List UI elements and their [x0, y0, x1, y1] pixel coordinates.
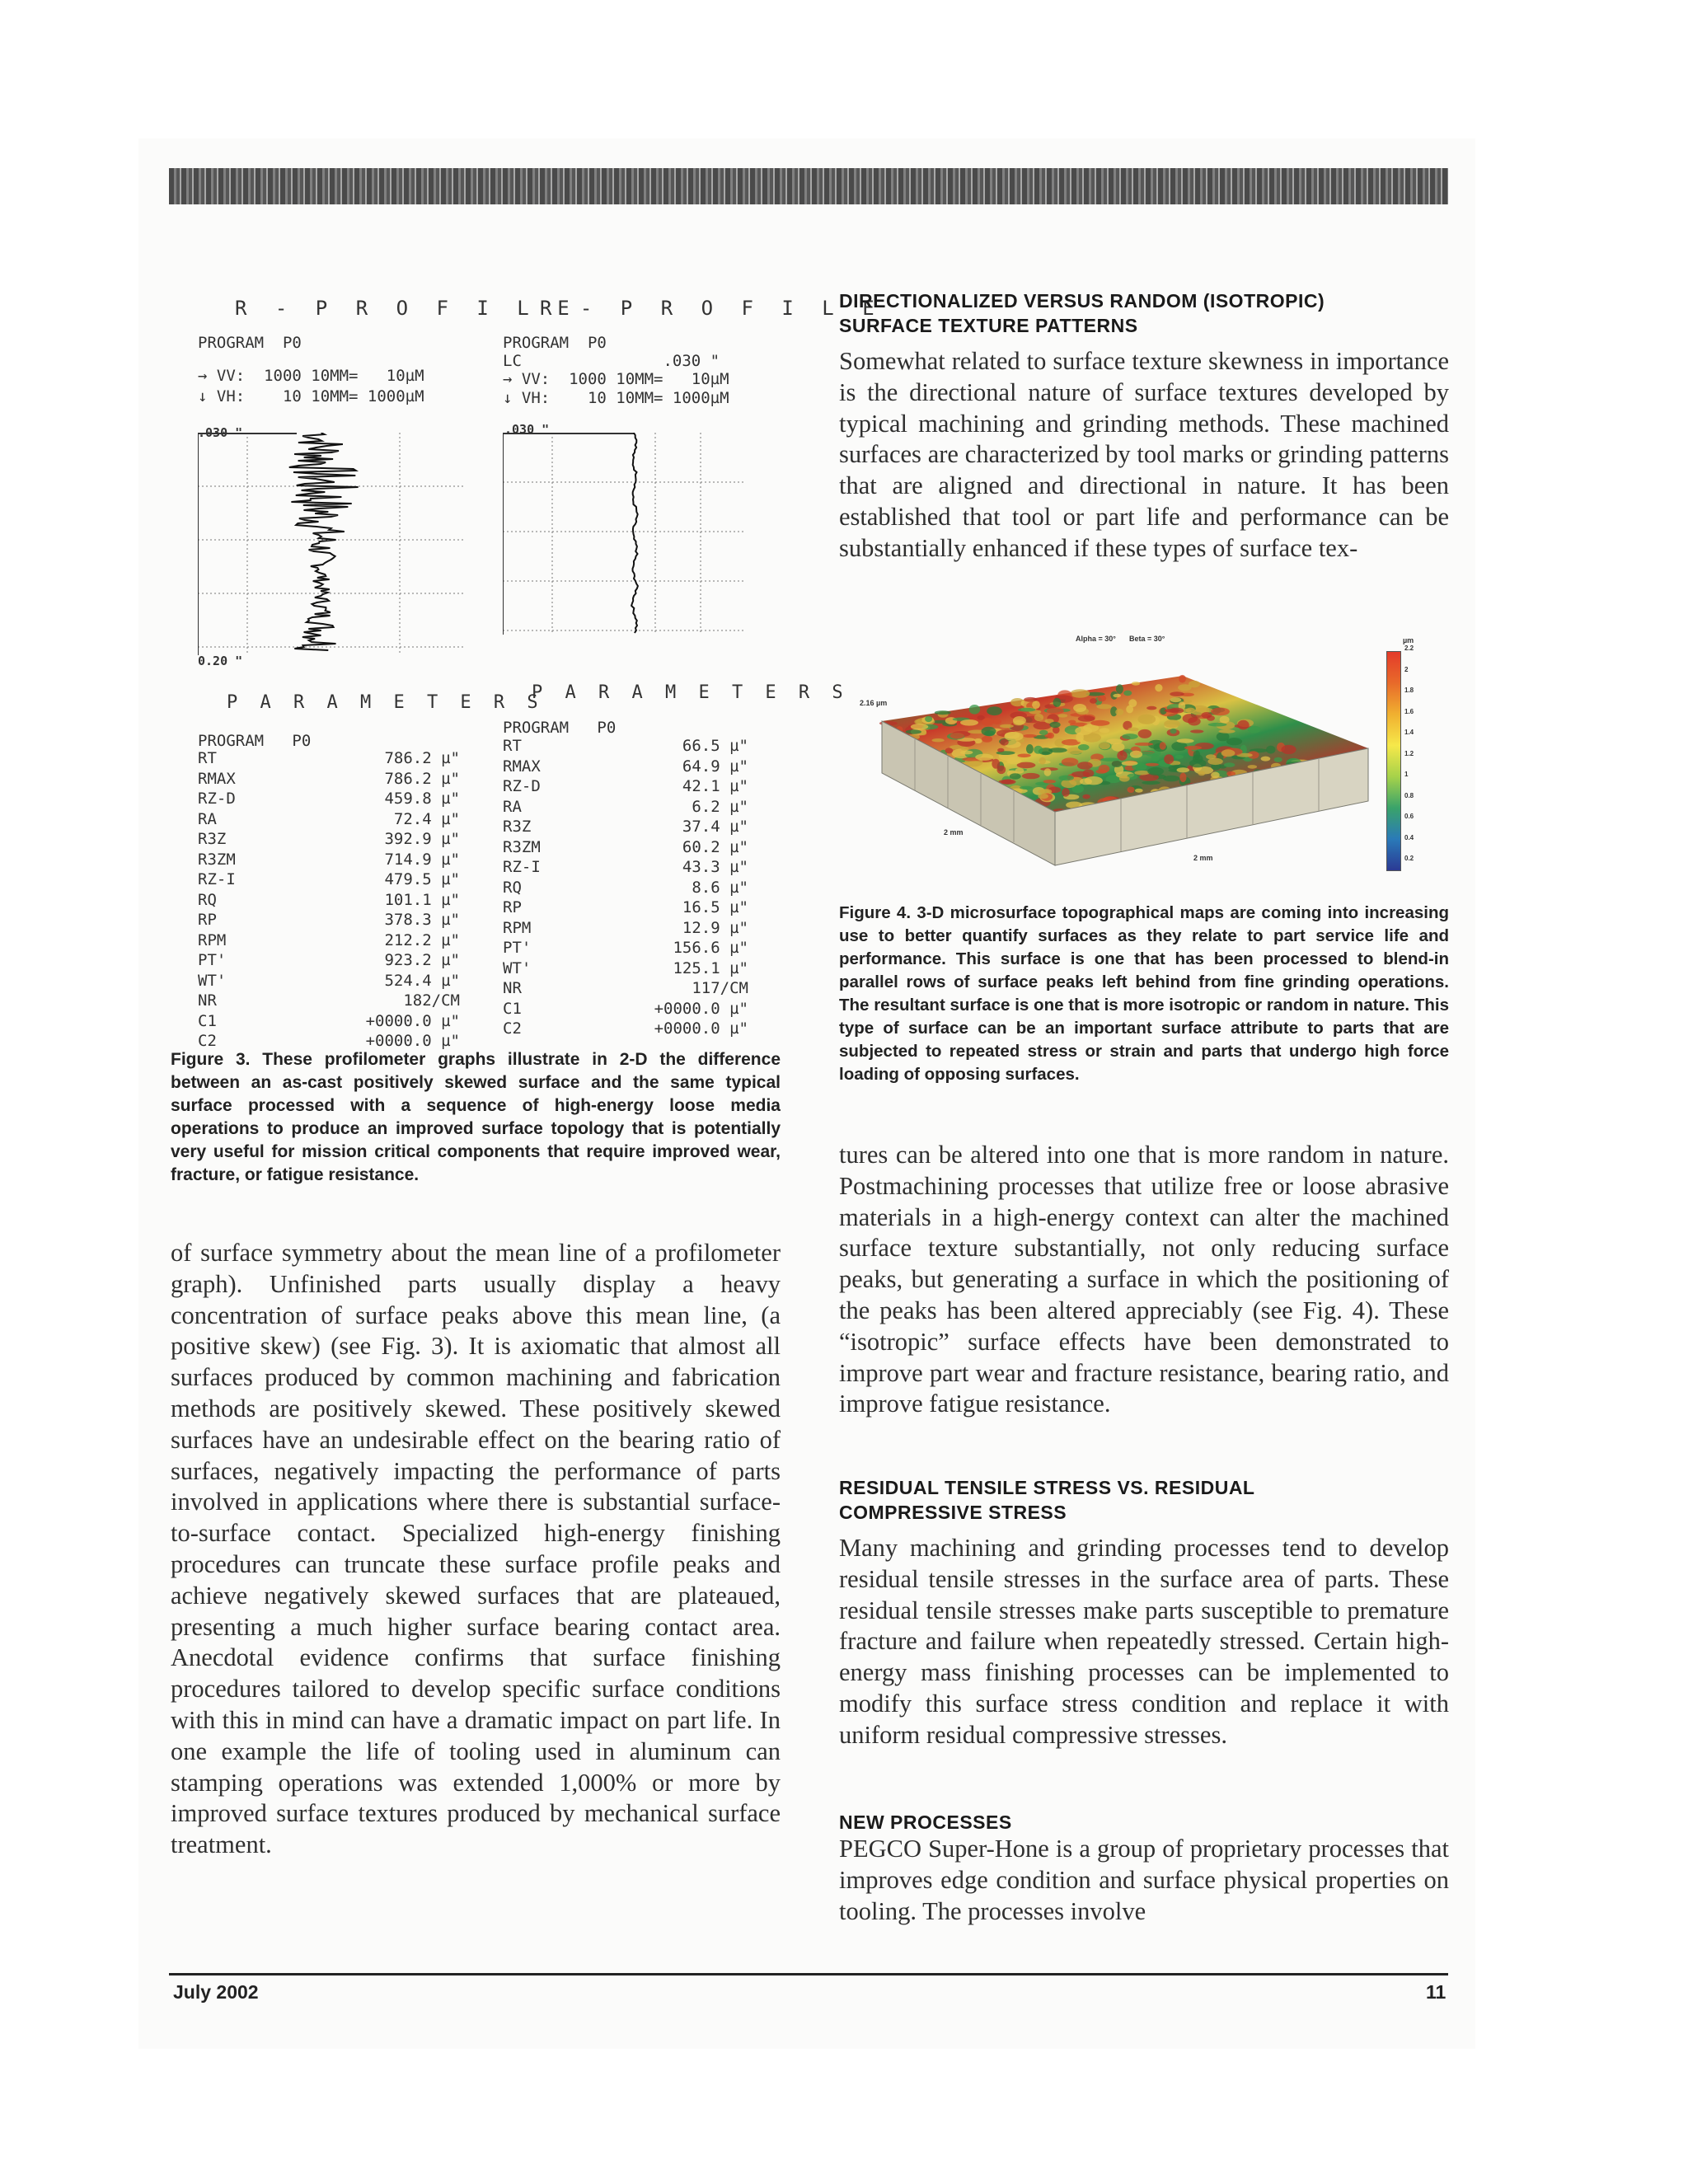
right-param-row — [503, 797, 748, 818]
surface-texture-mark — [1248, 726, 1261, 733]
surface-texture-mark — [1164, 719, 1180, 728]
surface-texture-mark — [1190, 729, 1203, 733]
left-param-row — [198, 1011, 460, 1032]
left-profile-vv: → VV: 1000 10MM= 10µM — [198, 367, 424, 385]
surface-texture-mark — [1224, 762, 1235, 767]
heading-directionalized-line2: SURFACE TEXTURE PATTERNS — [839, 315, 1138, 336]
surface-texture-mark — [1177, 738, 1194, 743]
right-param-value: 66.5 µ" — [682, 737, 748, 755]
surface-texture-mark — [1034, 714, 1043, 721]
figure4-colorbar-unit: µm — [1403, 636, 1414, 644]
surface-texture-mark — [932, 738, 945, 742]
surface-texture-mark — [1189, 759, 1207, 767]
left-param-value: 378.3 µ" — [384, 911, 460, 929]
colorbar-tick-label: 0.6 — [1404, 813, 1414, 820]
right-param-row — [503, 857, 748, 878]
surface-texture-mark — [1160, 742, 1166, 749]
heading-residual-stress-line1: RESIDUAL TENSILE STRESS VS. RESIDUAL — [839, 1477, 1255, 1498]
right-param-name: NR — [503, 979, 522, 997]
left-profile-graph — [198, 433, 470, 657]
right-param-row — [503, 878, 748, 898]
surface-texture-mark — [1018, 708, 1036, 712]
figure4-axis1-label: 2 mm — [944, 828, 964, 837]
surface-texture-mark — [1090, 720, 1109, 726]
surface-texture-mark — [1015, 768, 1025, 774]
surface-texture-mark — [1099, 743, 1110, 750]
figure4-colorbar — [1386, 651, 1401, 871]
left-param-name: RPM — [198, 930, 227, 949]
heading-directionalized — [839, 285, 1449, 341]
surface-texture-mark — [1100, 728, 1110, 733]
surface-texture-mark — [1281, 745, 1296, 754]
surface-texture-mark — [1170, 697, 1182, 702]
figure4-beta-label: Beta = 30° — [1129, 635, 1165, 643]
right-param-value: 156.6 µ" — [673, 939, 748, 957]
surface-texture-mark — [1193, 750, 1201, 759]
surface-texture-mark — [1075, 726, 1092, 735]
surface-texture-mark — [1122, 761, 1138, 766]
right-profile-vv: → VV: 1000 10MM= 10µM — [503, 370, 729, 388]
right-profile-graph — [503, 433, 750, 639]
footer-page-number: 11 — [1426, 1981, 1447, 2003]
right-param-row — [503, 918, 748, 939]
right-param-value: 42.1 µ" — [682, 777, 748, 795]
figure4-caption: Figure 4. 3-D microsurface topographical maps are coming into increasing use to better quantify surfaces as they relate to part service life and performance. This surface is one that has been processed to blend-in parallel rows of surface peaks left behind from fine grinding operations. The resultant surface is one that is more isotropic or random in nature. This type of surface can be an important surface attribute to parts that are subjected to repeated stress or strain and parts that undergo high force loading of opposing surfaces. — [839, 903, 1449, 1084]
left-param-name: R3Z — [198, 830, 227, 848]
surface-texture-mark — [1078, 744, 1090, 750]
surface-texture-mark — [960, 751, 973, 755]
heading-residual-stress — [839, 1472, 1449, 1528]
right-param-name: R3ZM — [503, 837, 541, 856]
left-param-name: C1 — [198, 1011, 217, 1030]
left-graph-top-label: .030 " — [198, 425, 243, 440]
surface-texture-mark — [945, 748, 954, 753]
right-paragraph-2: tures can be altered into one that is more random in nature. Postmachining processes that utilize free or loose abrasive materials in a high-energy context can alter the machined surface texture substantially, not only reducing surface peaks, but generating a surface in which the positioning of the peaks has been altered appreciably (see Fig. 4). These “isotropic” surface effects have been demonstrated to improve part wear and fracture resistance, bearing ratio, and improve fatigue resistance. — [839, 1141, 1449, 1418]
surface-texture-mark — [1142, 781, 1160, 785]
surface-texture-mark — [1099, 765, 1110, 773]
heading-new-processes: NEW PROCESSES — [839, 1811, 1012, 1833]
right-profile-title: R - P R O F I L E — [540, 297, 883, 320]
right-params-table — [503, 736, 748, 1039]
right-param-row — [503, 958, 748, 979]
surface-texture-mark — [1147, 767, 1164, 776]
surface-texture-mark — [925, 716, 932, 722]
surface-texture-mark — [1155, 684, 1162, 691]
surface-texture-mark — [1208, 723, 1227, 727]
right-param-value: 37.4 µ" — [682, 818, 748, 836]
surface-texture-mark — [1039, 757, 1046, 765]
surface-texture-mark — [1007, 757, 1022, 765]
left-param-value: 714.9 µ" — [384, 850, 460, 869]
surface-texture-mark — [982, 736, 992, 743]
heading-residual-stress-line2: COMPRESSIVE STRESS — [839, 1502, 1067, 1523]
right-param-name: C1 — [503, 999, 522, 1018]
surface-texture-mark — [1100, 758, 1119, 762]
right-params-program: PROGRAM P0 — [503, 719, 617, 737]
colorbar-tick-label: 1 — [1404, 771, 1409, 778]
left-param-value: 212.2 µ" — [384, 930, 460, 949]
left-profile-vh: ↓ VH: 10 10MM= 1000µM — [198, 387, 424, 405]
right-param-name: RMAX — [503, 757, 541, 776]
right-para1-block — [839, 346, 1449, 565]
surface-texture-mark — [1085, 776, 1103, 785]
left-param-name: RA — [198, 809, 217, 828]
surface-texture-mark — [960, 719, 978, 726]
surface-texture-mark — [1146, 706, 1156, 710]
left-params-table — [198, 748, 460, 1052]
colorbar-tick-label: 0.8 — [1404, 791, 1414, 799]
surface-texture-mark — [1170, 691, 1184, 696]
surface-texture-mark — [1032, 701, 1040, 709]
right-param-value: 60.2 µ" — [682, 837, 748, 856]
surface-texture-mark — [1038, 794, 1048, 799]
right-param-name: RQ — [503, 878, 522, 897]
left-paragraph: of surface symmetry about the mean line of a profilometer graph). Unfinished parts usually display a heavy concentration of surface peaks above this mean line, (a positive skew) (see Fig. 3). It is axiomatic that almost all surfaces produced by common machining and fabrication methods are positively skewed. These positively skewed surfaces have an undesirable effect on the bearing ratio of surfaces, negatively impacting the performance of parts involved in applications where there is substantial surface-to-surface contact. Specialized high-energy finishing procedures can truncate these surface profile peaks and achieve negatively skewed surfaces that are plateaued, presenting a much higher surface bearing contact area. Anecdotal evidence confirms that surface finishing procedures tailored to develop specific surface conditions with this in mind can have a dramatic impact on part life. In one example the life of tooling used in aluminum can stamping operations was extended 1,000% or more by improved surface textures produced by mechanical surface treatment. — [171, 1239, 781, 1859]
surface-texture-mark — [1217, 732, 1230, 741]
footer-rule — [169, 1973, 1448, 1975]
right-graph-top-label: .030 " — [504, 422, 550, 437]
figure4-axis2-label: 2 mm — [1193, 854, 1213, 862]
right-profile-lc: LC .030 " — [503, 352, 720, 370]
surface-texture-mark — [1220, 716, 1230, 724]
colorbar-tick-label: 1.4 — [1404, 729, 1414, 736]
surface-texture-mark — [1115, 709, 1123, 715]
right-param-name: PT' — [503, 939, 532, 957]
surface-texture-mark — [935, 710, 951, 715]
surface-texture-mark — [1024, 697, 1037, 702]
surface-texture-mark — [1112, 761, 1123, 767]
surface-texture-mark — [1022, 773, 1040, 779]
left-param-value: 524.4 µ" — [384, 971, 460, 990]
right-params-title: P A R A M E T E R S — [532, 682, 849, 703]
surface-texture-mark — [1020, 786, 1033, 790]
surface-texture-mark — [975, 754, 993, 761]
right-param-name: RT — [503, 737, 522, 755]
left-param-row — [198, 910, 460, 930]
left-param-name: R3ZM — [198, 850, 236, 869]
surface-texture-mark — [1184, 746, 1202, 750]
right-profile-program: PROGRAM P0 — [503, 334, 607, 352]
surface-texture-mark — [1096, 704, 1112, 709]
left-param-row — [198, 809, 460, 830]
surface-texture-mark — [911, 724, 928, 730]
surface-texture-mark — [1128, 787, 1135, 793]
left-param-row — [198, 950, 460, 971]
surface-texture-mark — [1211, 772, 1220, 779]
surface-texture-mark — [1010, 773, 1021, 779]
left-param-value: 72.4 µ" — [393, 809, 460, 828]
surface-texture-mark — [1018, 754, 1031, 758]
surface-texture-mark — [1177, 767, 1190, 772]
right-param-value: 6.2 µ" — [692, 797, 748, 816]
surface-texture-mark — [1137, 715, 1156, 724]
surface-texture-mark — [1237, 720, 1249, 730]
right-param-row — [503, 898, 748, 918]
surface-texture-mark — [1038, 790, 1050, 794]
surface-texture-mark — [1083, 769, 1095, 777]
colorbar-tick-label: 1.2 — [1404, 749, 1414, 757]
left-param-value: 786.2 µ" — [384, 749, 460, 767]
left-param-row — [198, 748, 460, 769]
surface-texture-mark — [1122, 733, 1137, 739]
left-param-value: 182/CM — [403, 991, 460, 1010]
surface-texture-mark — [1164, 754, 1174, 764]
surface-texture-mark — [1044, 768, 1052, 776]
right-param-value: 64.9 µ" — [682, 757, 748, 776]
left-params-title: P A R A M E T E R S — [227, 692, 544, 713]
surface-texture-mark — [906, 729, 921, 733]
surface-texture-mark — [992, 719, 1001, 724]
surface-texture-mark — [1039, 730, 1048, 735]
surface-texture-mark — [1128, 699, 1137, 707]
surface-texture-mark — [1043, 780, 1056, 784]
surface-texture-mark — [1206, 754, 1216, 759]
figure4-height-label: 2.16 µm — [860, 699, 888, 707]
left-param-value: 392.9 µ" — [384, 830, 460, 848]
surface-texture-mark — [1116, 684, 1123, 694]
right-param-value: 125.1 µ" — [673, 958, 748, 977]
surface-texture-mark — [1000, 724, 1014, 729]
surface-texture-mark — [1135, 789, 1143, 793]
right-para4-block — [839, 1834, 1449, 1927]
left-param-row — [198, 850, 460, 870]
right-paragraph-4: PEGCO Super-Hone is a group of proprietary processes that improves edge condition and surface physical properties on tooling. The processes involve — [839, 1835, 1449, 1925]
surface-texture-mark — [1053, 698, 1062, 707]
surface-texture-mark — [1034, 746, 1043, 754]
surface-texture-mark — [1226, 738, 1242, 745]
left-param-name: RQ — [198, 890, 217, 909]
right-param-value: 117/CM — [692, 979, 748, 997]
surface-texture-mark — [1070, 689, 1090, 698]
surface-texture-mark — [1077, 762, 1093, 769]
surface-texture-mark — [996, 766, 1006, 774]
left-column-text — [171, 1238, 781, 1861]
surface-texture-mark — [1082, 794, 1090, 799]
surface-texture-mark — [1221, 749, 1236, 757]
left-profile-title: R - P R O F I L E — [235, 297, 578, 320]
left-param-row — [198, 971, 460, 991]
right-param-row — [503, 776, 748, 797]
left-param-name: RMAX — [198, 769, 236, 788]
right-paragraph-1: Somewhat related to surface texture skewness in importance is the directional nature of surface textures developed by typical machining and grinding methods. These machined surfaces are characterized by tool marks or grinding patterns that are aligned and directional in nature. It has been established that tool or part life and performance can be substantially enhanced if these types of surface tex- — [839, 347, 1449, 562]
surface-texture-mark — [1001, 779, 1016, 784]
left-param-value: 479.5 µ" — [384, 870, 460, 888]
surface-texture-mark — [1219, 729, 1236, 733]
right-param-row — [503, 938, 748, 958]
figure3-caption: Figure 3. These profilometer graphs illustrate in 2-D the difference between an as-cast positively skewed surface and the same typical surface processed with a sequence of high-energy loose media operations to produce an improved surface topology that is potentially very useful for mission critical components that require improved wear, fracture, or fatigue resistance. — [171, 1050, 781, 1184]
right-param-name: C2 — [503, 1019, 522, 1038]
left-params-program: PROGRAM P0 — [198, 732, 312, 750]
left-param-name: NR — [198, 991, 217, 1010]
surface-texture-mark — [1261, 757, 1271, 762]
surface-texture-mark — [987, 706, 1002, 715]
surface-texture-mark — [1128, 728, 1138, 732]
figure4-3d-surface — [857, 626, 1451, 890]
surface-texture-mark — [1058, 776, 1074, 781]
left-param-name: RP — [198, 911, 217, 929]
surface-texture-mark — [1175, 755, 1184, 759]
right-param-value: 16.5 µ" — [682, 898, 748, 916]
right-para3-block — [839, 1533, 1449, 1751]
colorbar-tick-label: 1.8 — [1404, 687, 1414, 694]
surface-texture-mark — [1248, 765, 1258, 769]
right-param-name: RA — [503, 797, 522, 816]
left-param-value: +0000.0 µ" — [365, 1032, 460, 1050]
left-param-name: WT' — [198, 971, 227, 990]
surface-texture-mark — [1113, 694, 1121, 697]
left-param-row — [198, 869, 460, 890]
colorbar-tick-label: 2 — [1404, 665, 1409, 673]
surface-texture-mark — [982, 727, 996, 736]
right-param-row — [503, 757, 748, 777]
right-param-row — [503, 978, 748, 999]
surface-texture-mark — [1005, 732, 1020, 739]
surface-texture-mark — [914, 719, 922, 724]
figure4-alpha-label: Alpha = 30° — [1076, 635, 1116, 643]
surface-texture-mark — [1138, 729, 1152, 738]
surface-texture-mark — [1201, 712, 1212, 719]
left-profile-program: PROGRAM P0 — [198, 334, 302, 352]
surface-texture-mark — [1266, 746, 1275, 754]
left-param-value: 923.2 µ" — [384, 951, 460, 969]
surface-texture-mark — [1198, 771, 1206, 776]
surface-texture-mark — [1000, 739, 1009, 746]
surface-texture-mark — [1090, 698, 1097, 704]
colorbar-tick-label: 2.2 — [1404, 644, 1414, 652]
surface-texture-mark — [1163, 776, 1179, 781]
surface-texture-mark — [1123, 691, 1132, 696]
right-profile-vh: ↓ VH: 10 10MM= 1000µM — [503, 389, 729, 407]
left-param-value: 786.2 µ" — [384, 769, 460, 788]
surface-texture-mark — [997, 748, 1004, 752]
right-param-name: R3Z — [503, 818, 532, 836]
right-param-name: RZ-I — [503, 858, 541, 876]
right-param-value: 12.9 µ" — [682, 918, 748, 937]
right-param-row — [503, 817, 748, 837]
surface-texture-mark — [1023, 734, 1037, 738]
right-para2-block — [839, 1140, 1449, 1420]
surface-texture-mark — [1179, 675, 1186, 683]
surface-texture-mark — [961, 747, 969, 751]
surface-texture-mark — [1274, 757, 1282, 762]
left-param-value: 101.1 µ" — [384, 890, 460, 909]
left-param-name: PT' — [198, 951, 227, 969]
surface-texture-mark — [1170, 729, 1177, 734]
right-param-value: +0000.0 µ" — [654, 999, 748, 1018]
surface-texture-mark — [1073, 704, 1086, 712]
right-param-value: +0000.0 µ" — [654, 1019, 748, 1038]
right-param-name: WT' — [503, 958, 532, 977]
right-param-row — [503, 837, 748, 858]
surface-texture-mark — [1135, 743, 1154, 746]
surface-texture-mark — [1062, 788, 1070, 797]
figure4-colorbar-ticks — [1404, 644, 1437, 863]
left-param-row — [198, 789, 460, 809]
surface-texture-mark — [1179, 773, 1186, 782]
surface-texture-mark — [982, 718, 994, 726]
surface-texture-mark — [1146, 763, 1159, 766]
heading-directionalized-line1: DIRECTIONALIZED VERSUS RANDOM (ISOTROPIC) — [839, 290, 1325, 312]
right-param-value: 43.3 µ" — [682, 858, 748, 876]
left-param-row — [198, 991, 460, 1011]
right-param-name: RP — [503, 898, 522, 916]
colorbar-tick-label: 1.6 — [1404, 707, 1414, 715]
right-param-name: RPM — [503, 918, 532, 937]
surface-texture-mark — [969, 705, 981, 715]
left-param-name: RT — [198, 749, 217, 767]
right-param-row — [503, 1019, 748, 1039]
right-paragraph-3: Many machining and grinding processes tend to develop residual tensile stresses in the surface area of parts. These residual tensile stresses make parts susceptible to premature fracture and failure when repeatedly stressed. Certain high-energy mass finishing processes can be implemented to modify this surface stress condition and replace it with uniform residual compressive stresses. — [839, 1534, 1449, 1749]
colorbar-tick-label: 0.4 — [1404, 833, 1414, 841]
left-param-value: +0000.0 µ" — [365, 1011, 460, 1030]
left-param-name: C2 — [198, 1032, 217, 1050]
left-param-row — [198, 829, 460, 850]
surface-texture-mark — [1026, 744, 1034, 754]
surface-texture-mark — [1132, 682, 1140, 686]
right-param-row — [503, 736, 748, 757]
surface-texture-mark — [1097, 696, 1106, 702]
surface-texture-mark — [1189, 681, 1200, 688]
surface-texture-mark — [1057, 714, 1067, 717]
surface-texture-mark — [1188, 717, 1201, 725]
surface-texture-mark — [1050, 722, 1061, 728]
surface-texture-mark — [1130, 751, 1142, 758]
header-bar — [169, 168, 1448, 204]
surface-texture-mark — [1047, 708, 1064, 715]
surface-texture-mark — [1013, 716, 1026, 725]
left-param-row — [198, 890, 460, 911]
right-param-row — [503, 999, 748, 1019]
colorbar-tick-label: 0.2 — [1404, 855, 1414, 862]
right-param-name: RZ-D — [503, 777, 541, 795]
surface-texture-mark — [1165, 709, 1180, 713]
surface-texture-mark — [950, 733, 964, 739]
surface-texture-mark — [1062, 757, 1079, 766]
right-param-value: 8.6 µ" — [692, 878, 748, 897]
left-param-name: RZ-D — [198, 790, 236, 808]
left-param-name: RZ-I — [198, 870, 236, 888]
left-param-row — [198, 769, 460, 790]
left-graph-bottom-label: 0.20 " — [198, 654, 243, 668]
surface-texture-mark — [1211, 708, 1230, 716]
surface-texture-mark — [1119, 776, 1130, 781]
left-param-row — [198, 930, 460, 951]
surface-texture-mark — [1078, 715, 1095, 722]
left-param-value: 459.8 µ" — [384, 790, 460, 808]
footer-date: July 2002 — [173, 1981, 259, 2003]
